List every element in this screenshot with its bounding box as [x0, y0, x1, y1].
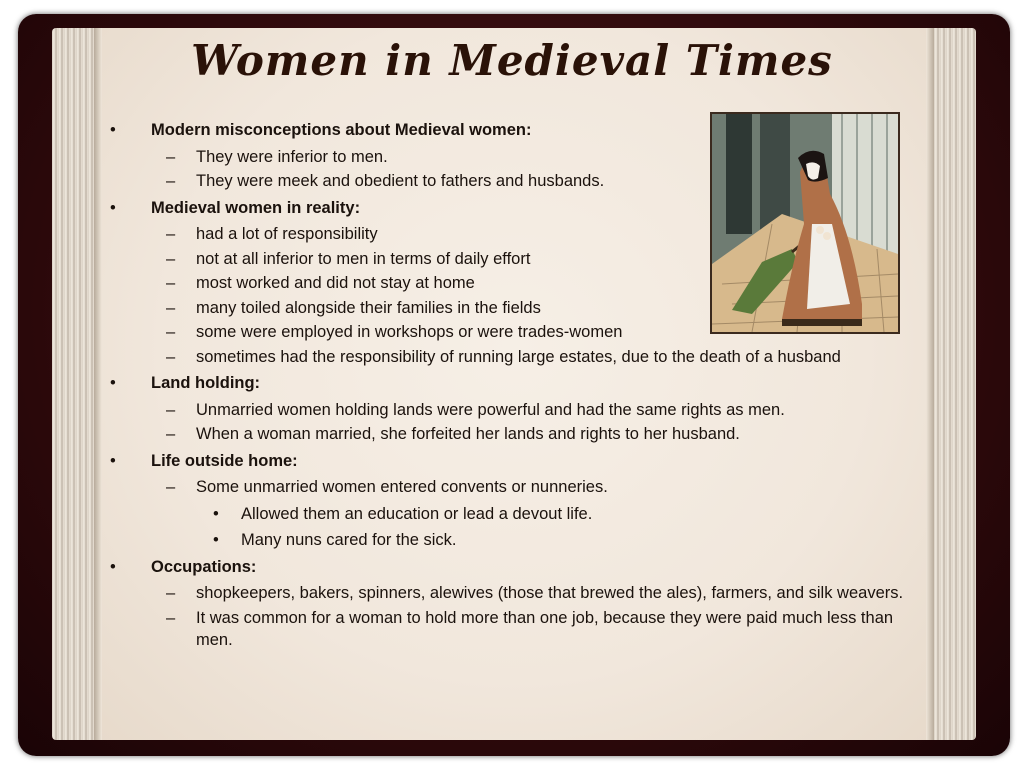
bullet-glyph: •: [110, 198, 116, 217]
sub-bullet: – sometimes had the responsibility of running large estates, due to the death of a husband: [166, 347, 841, 366]
dash-glyph: –: [166, 249, 176, 268]
bullet-life-outside-home: • Life outside home:: [110, 448, 930, 475]
sub-bullet: – not at all inferior to men in terms of daily effort: [166, 249, 531, 268]
dash-glyph: –: [166, 478, 176, 496]
bullet-glyph: •: [110, 374, 116, 392]
dash-glyph: –: [166, 147, 176, 166]
bullet-land-holding: • Land holding:: [110, 370, 930, 397]
slide-title: Women in Medieval Times: [191, 36, 833, 85]
dash-glyph: –: [166, 400, 176, 419]
dash-glyph: –: [166, 274, 176, 292]
dash-glyph: –: [166, 584, 176, 602]
dash-glyph: –: [166, 347, 176, 366]
sub-bullet: – It was common for a woman to hold more than one job, because they were paid much less than men.: [166, 608, 894, 649]
nun-sweeping-image: [712, 114, 898, 332]
dash-glyph: –: [166, 225, 176, 243]
dash-glyph: –: [166, 298, 176, 317]
bullet-occupations: • Occupations:: [110, 554, 930, 581]
bullet-glyph: •: [110, 451, 116, 470]
sub-bullet: – many toiled alongside their families in the fields: [166, 298, 541, 317]
bullet-glyph: •: [213, 531, 219, 549]
sub-bullet: – some were employed in workshops or were trades-women: [166, 323, 623, 341]
dash-glyph: –: [166, 425, 176, 443]
sub-bullet: – Some unmarried women entered convents or nunneries.: [166, 478, 608, 496]
sub-bullet: – They were meek and obedient to fathers and husbands.: [166, 172, 605, 190]
bullet-glyph: •: [110, 121, 116, 139]
dash-glyph: –: [166, 323, 176, 341]
page-fold-left: [94, 28, 102, 740]
bullet-glyph: •: [213, 504, 219, 523]
bullet-reality: • Medieval women in reality:: [110, 195, 930, 222]
dash-glyph: –: [166, 172, 176, 190]
sub-bullet: – When a woman married, she forfeited her lands and rights to her husband.: [166, 425, 740, 443]
sub-bullet: – had a lot of responsibility: [166, 225, 378, 243]
sub-bullet: – shopkeepers, bakers, spinners, alewives (those that brewed the ales), farmers, and silk weavers.: [166, 584, 904, 602]
sub-bullet: – Unmarried women holding lands were powerful and had the same rights as men.: [166, 400, 785, 419]
sub-bullet: – most worked and did not stay at home: [166, 274, 475, 292]
sub-sub-bullet: • Many nuns cared for the sick.: [110, 527, 930, 554]
dash-glyph: –: [166, 608, 176, 627]
bullet-glyph: •: [110, 557, 116, 576]
bullet-misconceptions: • Modern misconceptions about Medieval women:: [110, 117, 930, 144]
medieval-woman-illustration: [710, 112, 900, 334]
sub-sub-bullet: • Allowed them an education or lead a devout life.: [110, 501, 930, 528]
sub-bullet: – They were inferior to men.: [166, 147, 388, 166]
